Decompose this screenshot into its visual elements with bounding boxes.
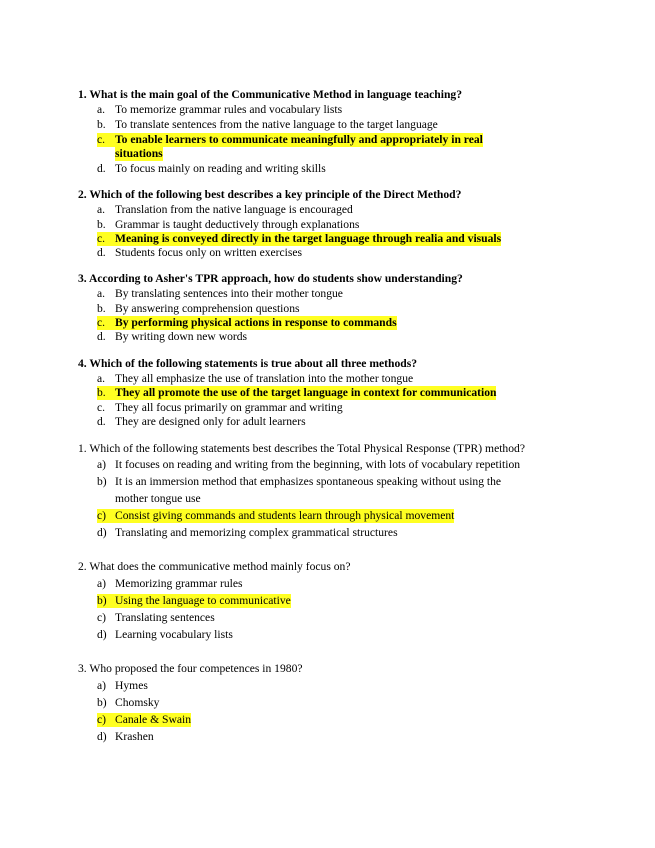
option-comp-d: d) Krashen — [97, 730, 154, 743]
option-comm-b-correct: b) Using the language to communicative — [97, 594, 291, 607]
question-communicative: 2. What does the communicative method mainly focus on? — [78, 560, 351, 573]
option-4d: d. They are designed only for adult learners — [97, 415, 306, 428]
option-4b-correct: b. They all promote the use of the target language in context for communication — [97, 386, 497, 399]
option-comp-b: b) Chomsky — [97, 696, 160, 709]
option-1c-correct: c. To enable learners to communicate meaningfully and appropriately in real — [97, 133, 483, 146]
option-1b: b. To translate sentences from the native language to the target language — [97, 118, 438, 131]
option-tpr-d: d) Translating and memorizing complex grammatical structures — [97, 526, 398, 539]
option-3c-correct: c. By performing physical actions in response to commands — [97, 316, 397, 329]
option-2c-correct: c. Meaning is conveyed directly in the target language through realia and visuals — [97, 232, 502, 245]
option-3b: b. By answering comprehension questions — [97, 302, 300, 315]
option-comm-c: c) Translating sentences — [97, 611, 215, 624]
option-2d: d. Students focus only on written exercises — [97, 246, 303, 259]
option-comp-a: a) Hymes — [97, 679, 148, 692]
option-tpr-b-continuation: mother tongue use — [115, 492, 201, 505]
option-3a: a. By translating sentences into their mother tongue — [97, 287, 343, 300]
option-1a: a. To memorize grammar rules and vocabulary lists — [97, 103, 343, 116]
option-comp-c-correct: c) Canale & Swain — [97, 713, 191, 726]
question-3: 3. According to Asher's TPR approach, how do students show understanding? — [78, 272, 463, 285]
question-1: 1. What is the main goal of the Communicative Method in language teaching? — [78, 88, 462, 101]
question-2: 2. Which of the following best describes a key principle of the Direct Method? — [78, 188, 462, 201]
question-four-competences: 3. Who proposed the four competences in 1980? — [78, 662, 303, 675]
option-2a: a. Translation from the native language is encouraged — [97, 203, 353, 216]
question-4: 4. Which of the following statements is true about all three methods? — [78, 357, 417, 370]
option-4a: a. They all emphasize the use of translation into the mother tongue — [97, 372, 414, 385]
option-tpr-b: b) It is an immersion method that emphasizes spontaneous speaking without using the — [97, 475, 502, 488]
option-3d: d. By writing down new words — [97, 330, 248, 343]
option-4c: c. They all focus primarily on grammar and writing — [97, 401, 343, 414]
option-tpr-a: a) It focuses on reading and writing from the beginning, with lots of vocabulary repetition — [97, 458, 521, 471]
option-comm-d: d) Learning vocabulary lists — [97, 628, 233, 641]
option-2b: b. Grammar is taught deductively through explanations — [97, 218, 360, 231]
option-tpr-c-correct: c) Consist giving commands and students learn through physical movement — [97, 509, 455, 522]
option-1c-continuation: situations — [115, 147, 163, 160]
option-1d: d. To focus mainly on reading and writing skills — [97, 162, 326, 175]
option-comm-a: a) Memorizing grammar rules — [97, 577, 243, 590]
question-tpr: 1. Which of the following statements best describes the Total Physical Response (TPR) method? — [78, 442, 525, 455]
